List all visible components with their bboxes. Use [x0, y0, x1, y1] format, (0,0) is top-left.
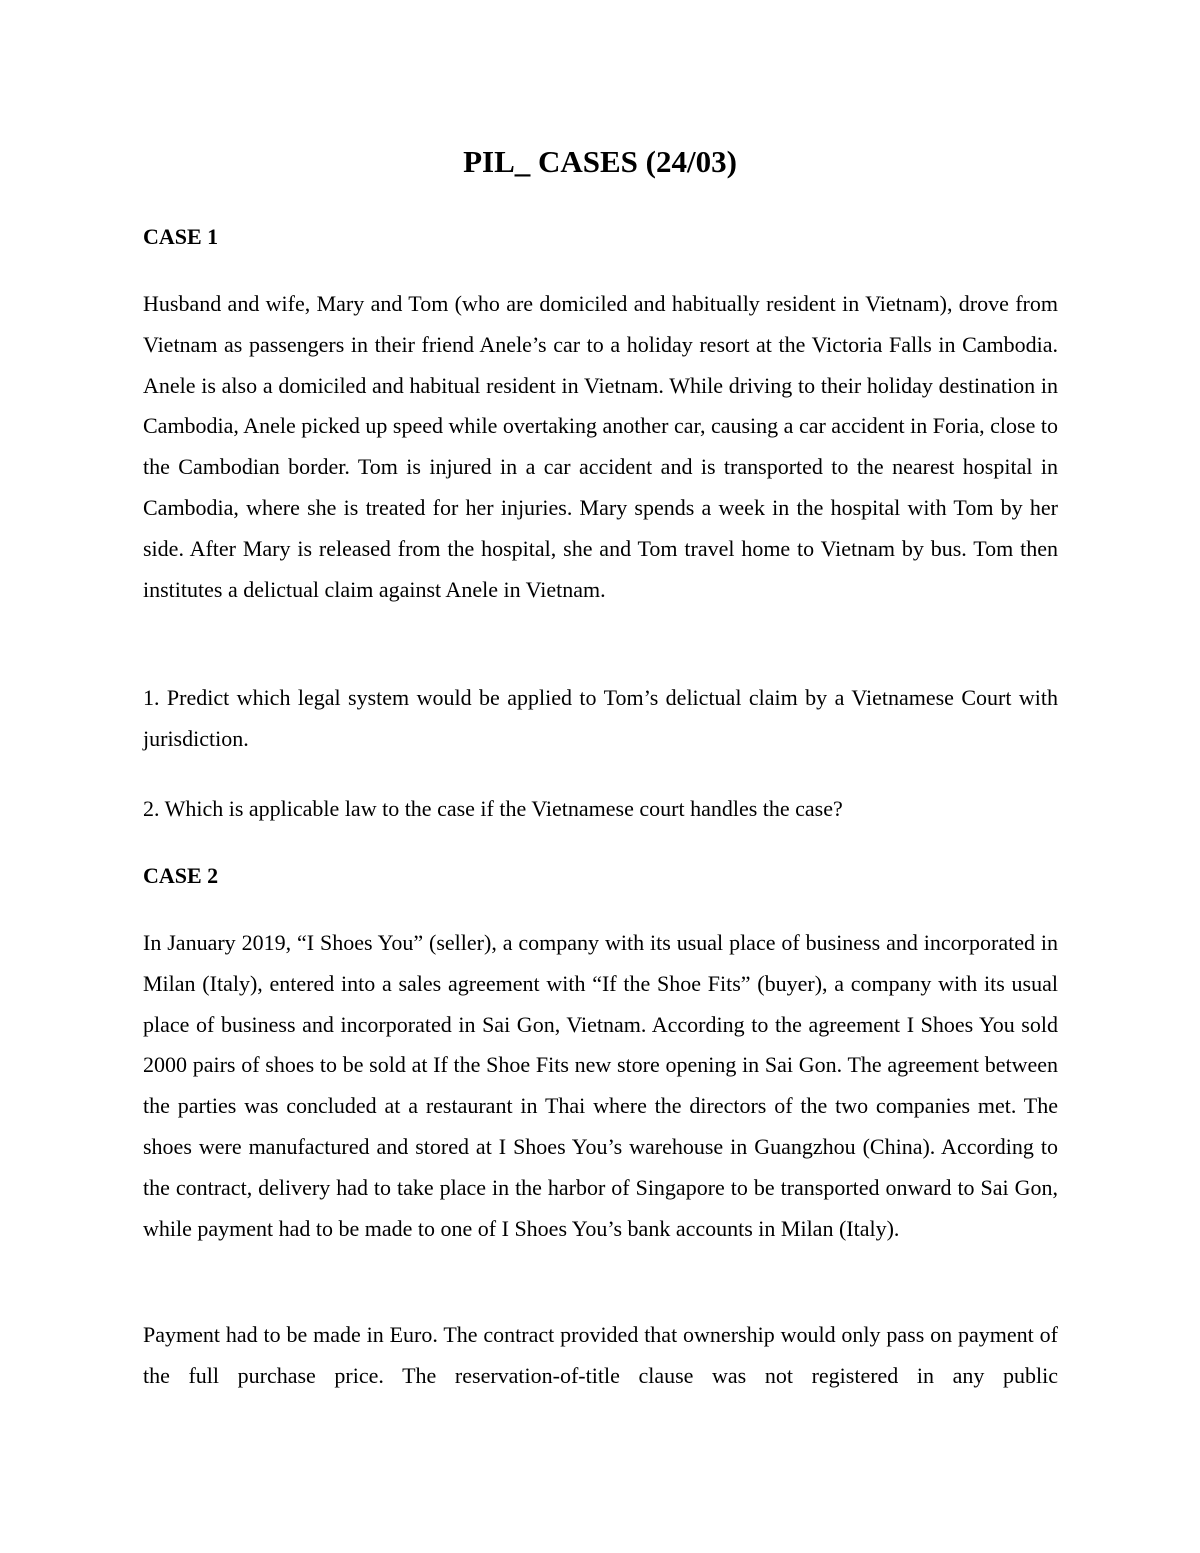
case-1-question-2: 2. Which is applicable law to the case if the Vietnamese court handles the case?	[143, 796, 843, 821]
case-1-facts: Husband and wife, Mary and Tom (who are domiciled and habitually resident in Vietnam), drove from Vietnam as passengers in their friend Anele’s car to a holiday resort at the Victoria Falls in Cambodia. Anele is also a domiciled and habitual resident in Vietnam. While driving to their holiday destination in Cambodia, Anele picked up speed while overtaking another car, causing a car accident in Foria, close to the Cambodian border. Tom is injured in a car accident and is transported to the nearest hospital in Cambodia, where she is treated for her injuries. Mary spends a week in the hospital with Tom by her side. After Mary is released from the hospital, she and Tom travel home to Vietnam by bus. Tom then institutes a delictual claim against Anele in Vietnam.	[143, 291, 1058, 602]
case-1-heading: CASE 1	[143, 224, 219, 249]
case-2-payment-terms: Payment had to be made in Euro. The contract provided that ownership would only pass on payment of the full purchase price. The reservation-of-title clause was not registered in any public	[143, 1322, 1058, 1388]
document-title: PIL_ CASES (24/03)	[463, 144, 737, 179]
case-2-heading: CASE 2	[143, 863, 219, 888]
case-1-question-1: 1. Predict which legal system would be applied to Tom’s delictual claim by a Vietnamese Court with jurisdiction.	[143, 685, 1058, 751]
case-2-facts: In January 2019, “I Shoes You” (seller), a company with its usual place of business and incorporated in Milan (Italy), entered into a sales agreement with “If the Shoe Fits” (buyer), a company with its usual place of business and incorporated in Sai Gon, Vietnam. According to the agreement I Shoes You sold 2000 pairs of shoes to be sold at If the Shoe Fits new store opening in Sai Gon. The agreement between the parties was concluded at a restaurant in Thai where the directors of the two companies met. The shoes were manufactured and stored at I Shoes You’s warehouse in Guangzhou (China). According to the contract, delivery had to take place in the harbor of Singapore to be transported onward to Sai Gon, while payment had to be made to one of I Shoes You’s bank accounts in Milan (Italy).	[143, 930, 1058, 1241]
